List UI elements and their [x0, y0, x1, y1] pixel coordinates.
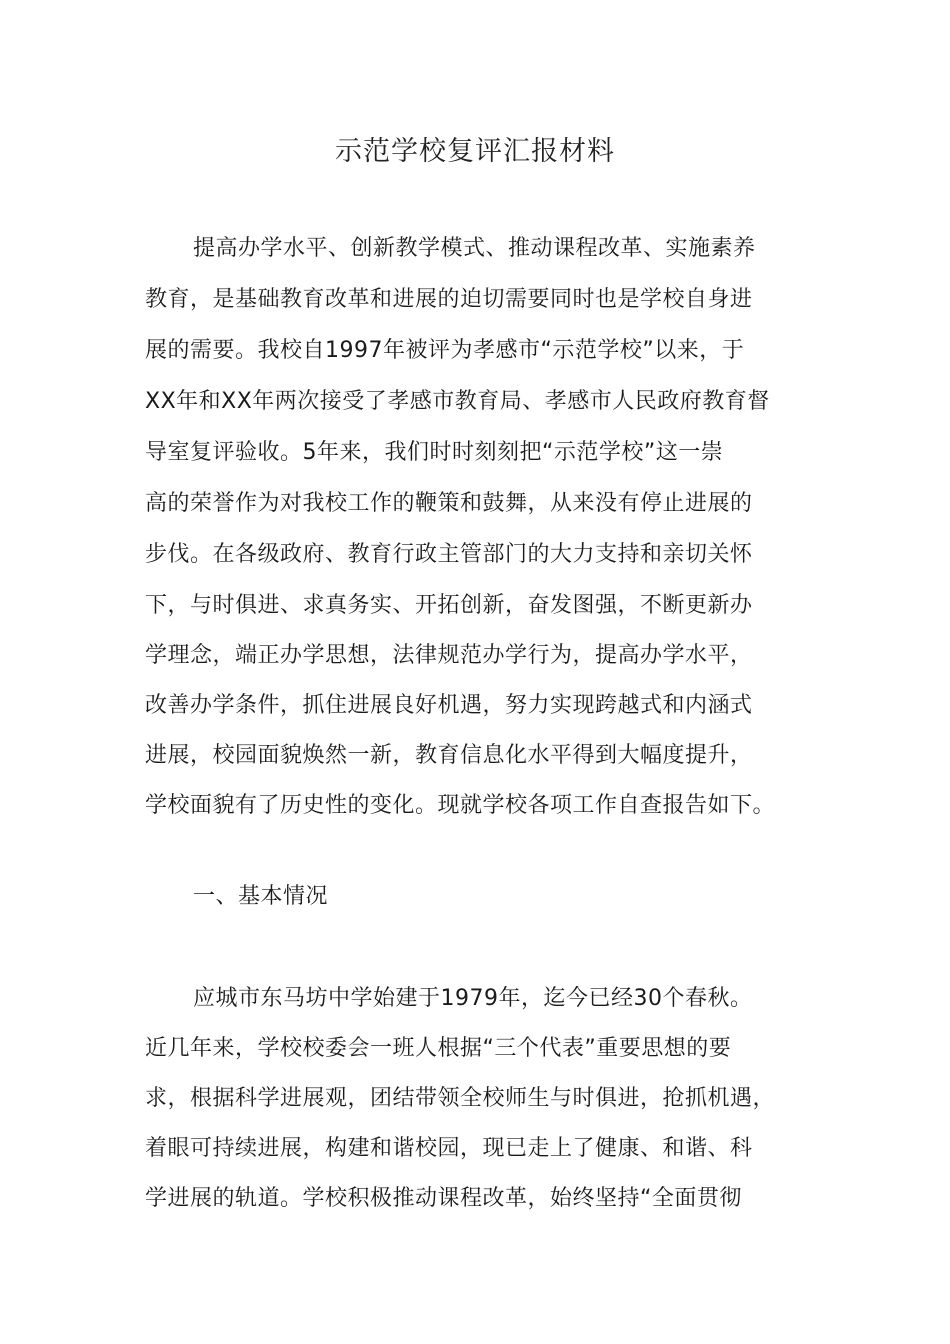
paragraph-line: 下，与时俱进、求真务实、开拓创新，奋发图强，不断更新办	[145, 593, 753, 618]
paragraph-line: 进展，校园面貌焕然一新，教育信息化水平得到大幅度提升，	[145, 743, 753, 768]
paragraph-line: 提高办学水平、创新教学模式、推动课程改革、实施素养	[193, 236, 756, 261]
paragraph-line: 步伐。在各级政府、教育行政主管部门的大力支持和亲切关怀	[145, 542, 753, 567]
paragraph-line: 改善办学条件，抓住进展良好机遇，努力实现跨越式和内涵式	[145, 693, 753, 718]
paragraph-line: 学理念，端正办学思想，法律规范办学行为，提高办学水平，	[145, 643, 753, 668]
paragraph-line: 教育，是基础教育改革和进展的迫切需要同时也是学校自身进	[145, 287, 753, 312]
paragraph-line: 应城市东马坊中学始建于1979年，迄今已经30个春秋。	[193, 986, 753, 1011]
section-heading: 一、基本情况	[193, 884, 329, 909]
document-title: 示范学校复评汇报材料	[335, 136, 615, 167]
paragraph-line: 学进展的轨道。学校积极推动课程改革，始终坚持“全面贯彻	[145, 1186, 742, 1211]
paragraph-line: 求，根据科学进展观，团结带领全校师生与时俱进，抢抓机遇，	[145, 1086, 776, 1111]
paragraph-line: 近几年来，学校校委会一班人根据“三个代表”重要思想的要	[145, 1036, 732, 1061]
paragraph-line: 高的荣誉作为对我校工作的鞭策和鼓舞，从来没有停止进展的	[145, 491, 753, 516]
paragraph-line: 学校面貌有了历史性的变化。现就学校各项工作自查报告如下。	[145, 793, 776, 818]
paragraph-line: 着眼可持续进展，构建和谐校园，现已走上了健康、和谐、科	[145, 1136, 753, 1161]
paragraph-line: XX年和XX年两次接受了孝感市教育局、孝感市人民政府教育督	[145, 389, 770, 414]
paragraph-line: 展的需要。我校自1997年被评为孝感市“示范学校”以来，于	[145, 338, 745, 363]
paragraph-line: 导室复评验收。5年来，我们时时刻刻把“示范学校”这一崇	[145, 440, 724, 465]
